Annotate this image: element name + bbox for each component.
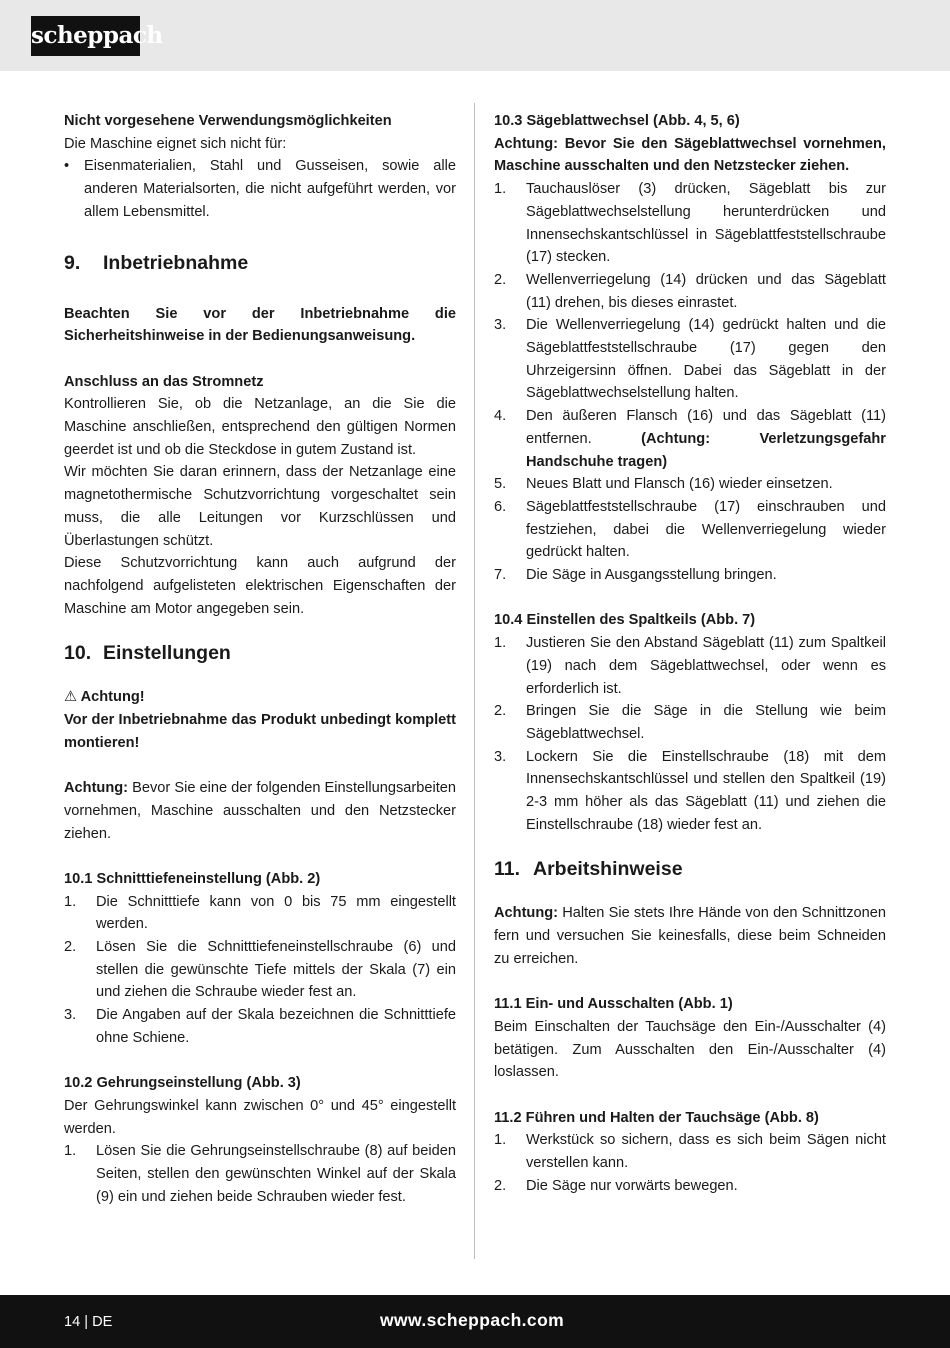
list-item <box>494 269 886 314</box>
list-text: Wellenverriegelung (14) drücken und das Sägeblatt (11) drehen, bis dieses einrastet. <box>526 271 886 311</box>
list-number: 7. <box>494 567 507 584</box>
list-text-warning: (Achtung: Verletzungsgefahr Handschuhe tragen) <box>526 430 886 470</box>
misuse-bullet-text: Eisenmaterialien, Stahl und Gusseisen, sowie alle anderen Materialsorten, die nicht aufgeführt werden, vor allem Lebensmittel. <box>84 158 456 220</box>
safety-note: Beachten Sie vor der Inbetriebnahme die Sicherheitshinweise in der Bedienungsanweisung. <box>64 305 456 345</box>
misuse-heading: Nicht vorgesehene Verwendungsmöglichkeiten <box>64 113 392 129</box>
section-10-3-list <box>494 178 886 587</box>
section-10-1-heading: 10.1 Schnitttiefeneinstellung (Abb. 2) <box>64 870 321 887</box>
list-item <box>64 1140 456 1208</box>
list-item <box>494 1175 886 1198</box>
list-item <box>494 178 886 269</box>
section-11-heading <box>494 856 886 882</box>
list-text: Die Säge nur vorwärts bewegen. <box>526 1177 738 1194</box>
bullet-mark: • <box>64 158 70 175</box>
list-item <box>494 496 886 564</box>
list-item <box>64 1004 456 1049</box>
list-item <box>494 564 886 587</box>
list-number: 1. <box>64 893 77 910</box>
list-item <box>494 405 886 473</box>
list-text: Bringen Sie die Säge in die Stellung wie beim Sägeblattwechsel. <box>526 703 886 742</box>
page-footer <box>0 1295 950 1348</box>
section-10-heading <box>64 640 456 666</box>
power-paragraph-1: Kontrollieren Sie, ob die Netzanlage, an die Sie die Maschine anschließen, entsprechend den gültigen Normen geerdet ist und ob die Steckdose in gutem Zustand ist. <box>64 396 456 458</box>
section-10-4-heading: 10.4 Einstellen des Spaltkeils (Abb. 7) <box>494 612 756 629</box>
section-9-heading <box>64 250 456 276</box>
list-item <box>494 1129 886 1174</box>
warning-heading <box>64 686 456 709</box>
section-10-2-list <box>64 1140 456 1208</box>
list-number: 1. <box>494 635 507 652</box>
section-11-title: Arbeitshinweise <box>533 858 683 881</box>
section-11-1-heading: 11.1 Ein- und Ausschalten (Abb. 1) <box>494 996 733 1013</box>
list-number: 6. <box>494 498 507 515</box>
list-number: 1. <box>64 1143 77 1160</box>
section-11-2-list <box>494 1129 886 1197</box>
list-number: 2. <box>494 703 507 720</box>
page-number: 14 | DE <box>64 1314 113 1330</box>
caution-text: Halten Sie stets Ihre Hände von den Schnittzonen fern und versuchen Sie keinesfalls, diese beim Schneiden zu erreichen. <box>494 905 886 967</box>
list-number: 3. <box>494 317 507 334</box>
list-text: Die Schnitttiefe kann von 0 bis 75 mm eingestellt werden. <box>96 893 456 933</box>
list-number: 1. <box>494 1132 507 1149</box>
list-text: Die Wellenverriegelung (14) gedrückt halten und die Sägeblattfeststellschraube (17) gegen den Uhrzeigersinn öffnen. Dabei das Sägeblatt in der Sägeblattwechselstellung halten. <box>526 317 886 402</box>
list-number: 2. <box>494 1177 507 1194</box>
power-heading: Anschluss an das Stromnetz <box>64 373 264 390</box>
section-10-title: Einstellungen <box>103 642 231 665</box>
section-11-2-heading: 11.2 Führen und Halten der Tauchsäge (Abb. 8) <box>494 1109 819 1126</box>
section-9-title: Inbetriebnahme <box>103 251 249 274</box>
list-number: 3. <box>64 1007 77 1024</box>
power-paragraph-2: Wir möchten Sie daran erinnern, dass der Netzanlage eine magnetothermische Schutzvorrichtung vorgeschaltet sein muss, die alle Leitungen vor Kurzschlüssen und Überlastungen schützt. <box>64 464 456 549</box>
list-item <box>494 700 886 745</box>
section-11-1-text: Beim Einschalten der Tauchsäge den Ein-/Ausschalter (4) betätigen. Zum Ausschalten den Ein-/Ausschalter (4) loslassen. <box>494 1018 886 1081</box>
section-11-number: 11. <box>494 858 521 881</box>
left-column <box>64 110 456 1208</box>
misuse-intro: Die Maschine eignet sich nicht für: <box>64 135 287 152</box>
list-text: Sägeblattfeststellschraube (17) einschrauben und festziehen, dabei die Wellenverriegelung wieder gedrückt halten. <box>526 498 886 561</box>
section-10-number: 10. <box>64 642 92 665</box>
list-item <box>494 314 886 405</box>
list-text: Die Säge in Ausgangsstellung bringen. <box>526 567 777 584</box>
list-item <box>494 632 886 700</box>
list-number: 1. <box>494 181 507 198</box>
section-10-2-heading: 10.2 Gehrungseinstellung (Abb. 3) <box>64 1075 301 1092</box>
website-link[interactable]: www.scheppach.com <box>380 1310 565 1330</box>
page-header <box>0 0 950 71</box>
column-divider <box>474 103 475 1259</box>
list-text: Den äußeren Flansch (16) und das Sägeblatt (11) entfernen. <box>526 408 886 447</box>
list-item <box>64 936 456 1004</box>
misuse-bullet-item <box>64 155 456 223</box>
list-text: Lösen Sie die Schnitttiefeneinstellschraube (6) und stellen die gewünschte Tiefe mittels der Skala (7) ein und ziehen die Schraube wieder fest an. <box>96 939 456 1001</box>
caution-paragraph <box>64 777 456 845</box>
list-text: Lösen Sie die Gehrungseinstellschraube (8) auf beiden Seiten, stellen den gewünschten Winkel auf der Skala (9) ein und ziehen beide Schrauben wieder fest. <box>96 1143 456 1205</box>
list-text: Justieren Sie den Abstand Sägeblatt (11) zum Spaltkeil (19) nach dem Sägeblattwechsel, oder wenn es erforderlich ist. <box>526 635 886 697</box>
list-item <box>494 746 886 837</box>
list-number: 2. <box>494 271 507 288</box>
list-text: Tauchauslöser (3) drücken, Sägeblatt bis zur Sägeblattwechselstellung herunterdrücken und Innensechskantschlüssel in Sägeblattfeststellschraube (17) stecken. <box>526 181 886 266</box>
warning-triangle-icon: ⚠ <box>64 689 78 706</box>
section-10-4-list <box>494 632 886 836</box>
caution-label: Achtung: <box>64 780 129 797</box>
caution-text: Bevor Sie eine der folgenden Einstellungsarbeiten vornehmen, Maschine ausschalten und den Netzstecker ziehen. <box>64 780 456 842</box>
list-item <box>494 473 886 496</box>
list-text: Die Angaben auf der Skala bezeichnen die Schnitttiefe ohne Schiene. <box>96 1007 456 1046</box>
list-number: 2. <box>64 939 77 956</box>
caution-label: Achtung: <box>494 905 559 922</box>
section-10-3-heading: 10.3 Sägeblattwechsel (Abb. 4, 5, 6) <box>494 113 740 129</box>
brand-logo: scheppach <box>31 16 140 56</box>
section-11-caution <box>494 902 886 970</box>
list-number: 4. <box>494 408 507 425</box>
section-10-3-caution: Achtung: Bevor Sie den Sägeblattwechsel vornehmen, Maschine ausschalten und den Netzstecker ziehen. <box>494 135 886 175</box>
warning-title: Achtung! <box>80 689 145 706</box>
list-number: 3. <box>494 748 507 765</box>
list-number: 5. <box>494 476 507 493</box>
warning-text: Vor der Inbetriebnahme das Produkt unbedingt komplett montieren! <box>64 712 456 751</box>
right-column <box>494 110 886 1198</box>
list-text: Werkstück so sichern, dass es sich beim Sägen nicht verstellen kann. <box>526 1132 886 1172</box>
section-10-2-intro: Der Gehrungswinkel kann zwischen 0° und 45° eingestellt werden. <box>64 1097 456 1137</box>
list-item <box>64 891 456 936</box>
power-paragraph-3: Diese Schutzvorrichtung kann auch aufgrund der nachfolgend aufgelisteten elektrischen Eigenschaften der Maschine am Motor angegeben sein. <box>64 555 456 617</box>
section-10-1-list <box>64 891 456 1050</box>
section-9-number: 9. <box>64 251 81 274</box>
list-text: Lockern Sie die Einstellschraube (18) mit dem Innensechskantschlüssel und stellen den Spaltkeil (19) 2-3 mm höher als das Sägeblatt (11) und ziehen die Einstellschraube (18) wieder fest an. <box>526 748 886 833</box>
list-text: Neues Blatt und Flansch (16) wieder einsetzen. <box>526 476 833 493</box>
